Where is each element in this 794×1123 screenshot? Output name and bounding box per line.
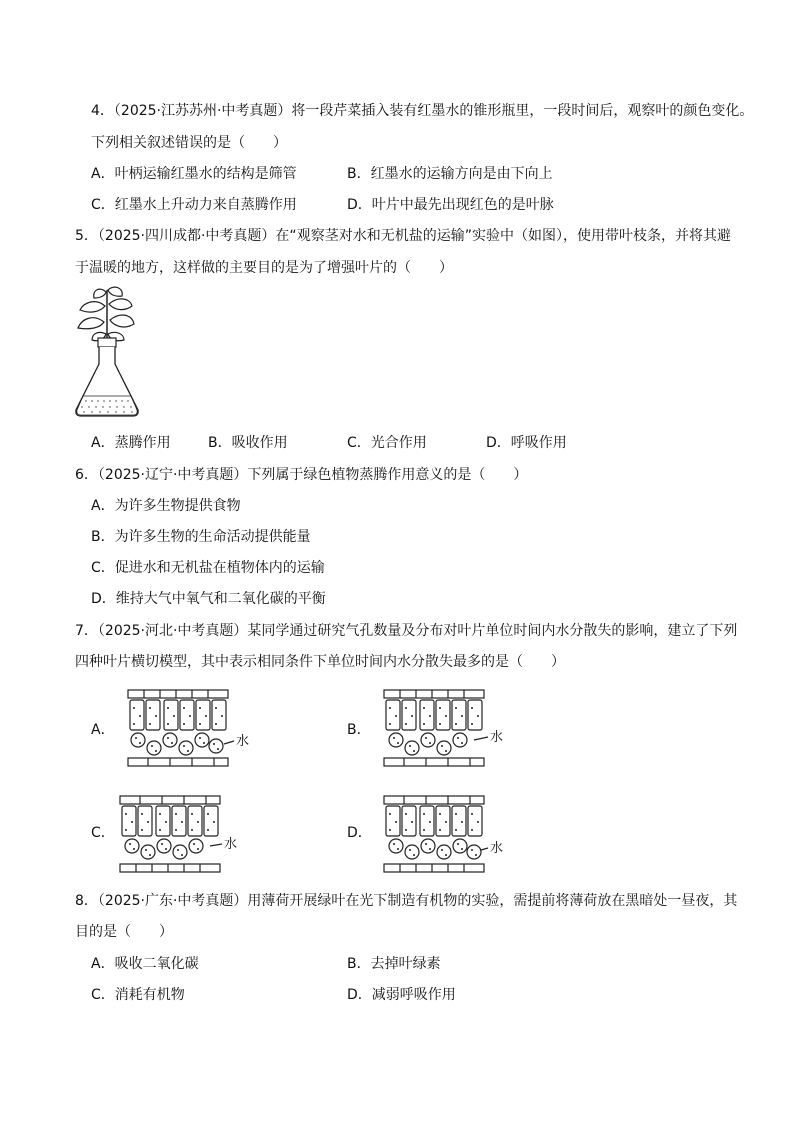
- q4-option-b[interactable]: B．红墨水的运输方向是由下向上: [347, 166, 553, 182]
- q6-option-b[interactable]: B．为许多生物的生命活动提供能量: [91, 529, 311, 545]
- q8-stem-line1: 8．（2025·广东·中考真题）用薄荷开展绿叶在光下制造有机物的实验，需提前将薄荷放在黑暗处一昼夜，其: [75, 893, 738, 909]
- q5-stem-line2: 于温暖的地方，这样做的主要目的是为了增强叶片的（ ）: [75, 260, 453, 276]
- q5-option-a[interactable]: A．蒸腾作用: [91, 435, 171, 451]
- q7-stem-line1: 7．（2025·河北·中考真题）某同学通过研究气孔数量及分布对叶片单位时间内水分散失的影响，建立了下列: [75, 623, 738, 639]
- q7-leaf-model-b: [382, 688, 514, 770]
- q5-option-c[interactable]: C．光合作用: [347, 435, 427, 451]
- q7-option-b-label[interactable]: B．: [347, 722, 371, 738]
- q8-option-d[interactable]: D．减弱呼吸作用: [347, 987, 456, 1003]
- q7-c-water-label: 水: [224, 837, 238, 852]
- q8-stem-line2: 目的是（ ）: [75, 924, 173, 940]
- q5-stem-line1: 5．（2025·四川成都·中考真题）在“观察茎对水和无机盐的运输”实验中（如图），使用带叶枝条，并将其避: [75, 228, 731, 244]
- q4-stem-line1: 4．（2025·江苏苏州·中考真题）将一段芹菜插入装有红墨水的锥形瓶里，一段时间后，观察叶的颜色变化。: [91, 103, 754, 119]
- q7-stem-line2: 四种叶片横切模型，其中表示相同条件下单位时间内水分散失最多的是（ ）: [75, 654, 565, 670]
- q4-option-c[interactable]: C．红墨水上升动力来自蒸腾作用: [91, 197, 297, 213]
- q7-leaf-model-c: [118, 794, 250, 876]
- q6-option-c[interactable]: C．促进水和无机盐在植物体内的运输: [91, 560, 325, 576]
- q4-option-d[interactable]: D．叶片中最先出现红色的是叶脉: [347, 197, 554, 213]
- q6-stem-line1: 6．（2025·辽宁·中考真题）下列属于绿色植物蒸腾作用意义的是（ ）: [75, 467, 528, 483]
- q7-d-water-label: 水: [490, 841, 504, 856]
- q4-stem-line2: 下列相关叙述错误的是（ ）: [91, 135, 287, 151]
- q8-option-a[interactable]: A．吸收二氧化碳: [91, 956, 199, 972]
- q7-leaf-model-a: [126, 688, 258, 770]
- q6-option-d[interactable]: D．维持大气中氧气和二氧化碳的平衡: [91, 591, 326, 607]
- q8-option-b[interactable]: B．去掉叶绿素: [347, 956, 441, 972]
- q5-option-d[interactable]: D．呼吸作用: [486, 435, 567, 451]
- q8-option-c[interactable]: C．消耗有机物: [91, 987, 185, 1003]
- q7-option-a-label[interactable]: A．: [91, 722, 115, 738]
- flask-with-branch-figure: [72, 284, 144, 424]
- q7-b-water-label: 水: [490, 730, 504, 745]
- q4-option-a[interactable]: A．叶柄运输红墨水的结构是筛管: [91, 166, 297, 182]
- q7-option-c-label[interactable]: C．: [91, 825, 115, 841]
- q6-option-a[interactable]: A．为许多生物提供食物: [91, 498, 241, 514]
- q7-option-d-label[interactable]: D．: [347, 825, 372, 841]
- q5-option-b[interactable]: B．吸收作用: [208, 435, 288, 451]
- q7-a-water-label: 水: [236, 734, 250, 749]
- q7-leaf-model-d: [382, 794, 514, 876]
